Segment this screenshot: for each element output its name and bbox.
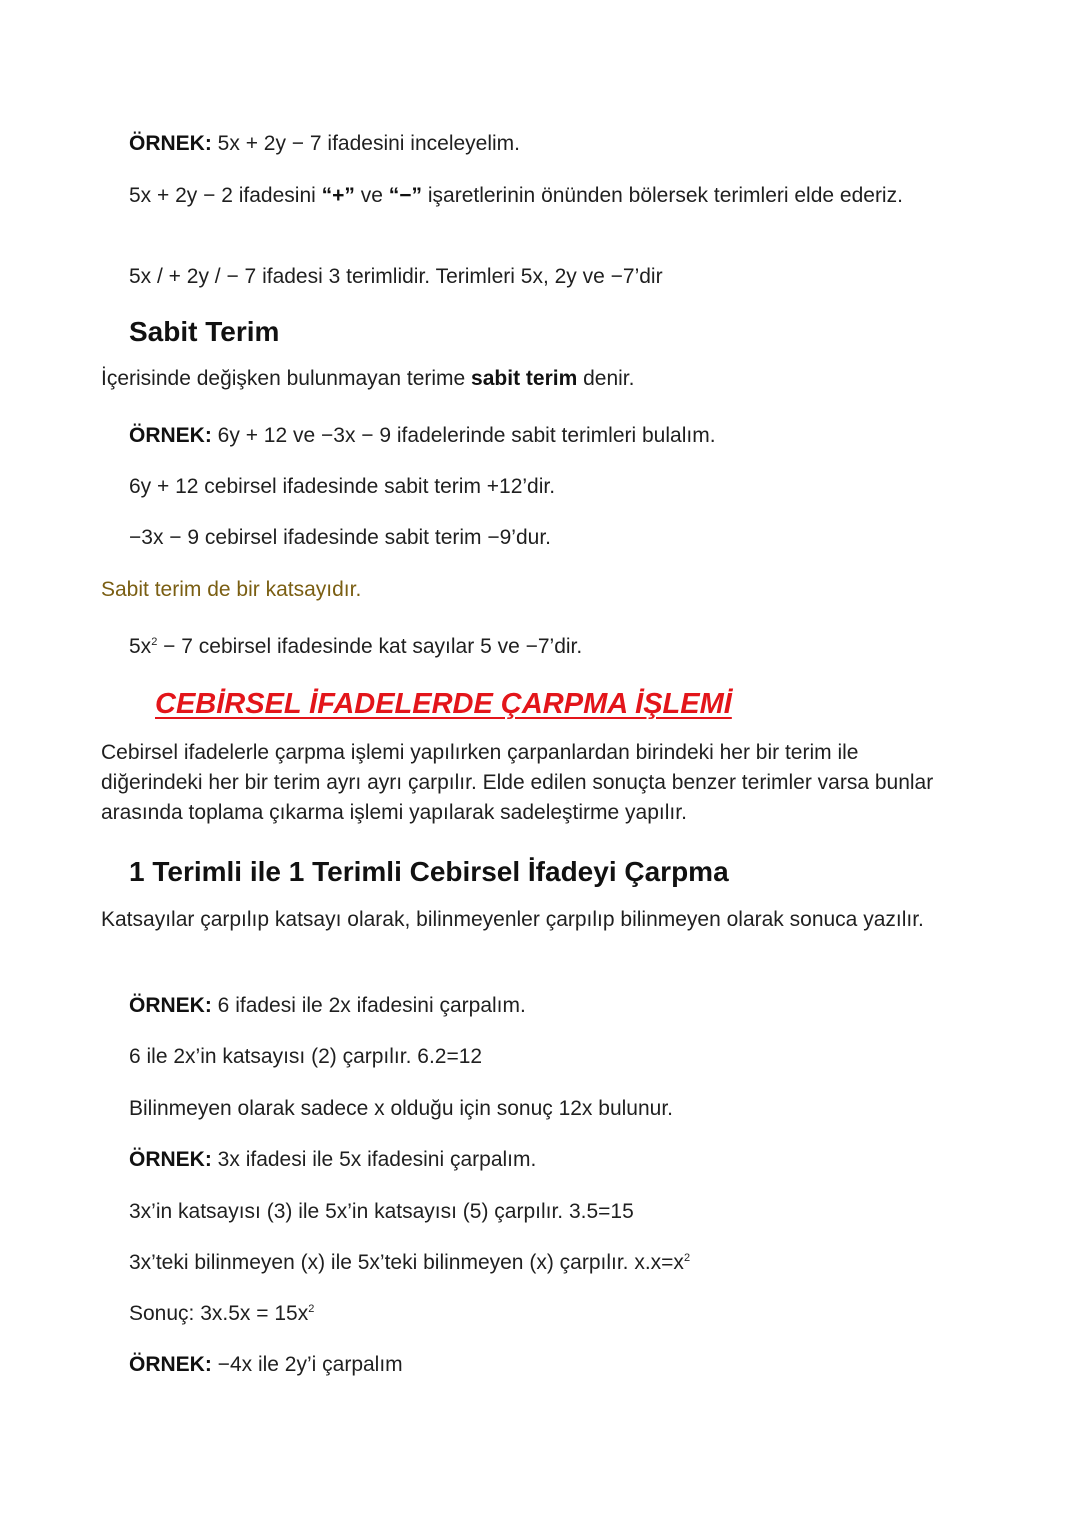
example-text: 6y + 12 ve −3x − 9 ifadelerinde sabit terimleri bulalım. <box>211 424 716 447</box>
example-line <box>129 1350 403 1380</box>
text: İçerisinde değişken bulunmayan terime <box>101 367 472 390</box>
section-heading-terimli: 1 Terimli ile 1 Terimli Cebirsel İfadeyi Çarpma <box>129 856 729 887</box>
example-text: 5x + 2y − 7 ifadesini inceleyelim. <box>211 132 521 155</box>
main-heading-carpma: CEBİRSEL İFADELERDE ÇARPMA İŞLEMİ <box>155 688 732 720</box>
text: − 7 cebirsel ifadesinde kat sayılar 5 ve −7’dir. <box>157 635 583 658</box>
superscript: 2 <box>308 1303 315 1315</box>
text: ve <box>354 184 389 207</box>
text: 3x’teki bilinmeyen (x) ile 5x’teki bilinmeyen (x) çarpılır. x.x=x <box>129 1251 684 1274</box>
example-line <box>129 129 520 159</box>
example-label: ÖRNEK: <box>129 994 212 1017</box>
paragraph <box>129 632 582 662</box>
example-label: ÖRNEK: <box>129 424 212 447</box>
text: 5x <box>129 635 152 658</box>
superscript: 2 <box>683 1252 691 1264</box>
example-text: 3x ifadesi ile 5x ifadesini çarpalım. <box>211 1148 537 1171</box>
paragraph: 5x / + 2y / − 7 ifadesi 3 terimlidir. Terimleri 5x, 2y ve −7’dir <box>129 265 663 288</box>
text: Sonuç: 3x.5x = 15x <box>129 1302 309 1325</box>
plus-sign: “+” <box>321 184 355 207</box>
example-text: 6 ifadesi ile 2x ifadesini çarpalım. <box>211 994 526 1017</box>
result-line <box>129 1299 314 1329</box>
paragraph: Bilinmeyen olarak sadece x olduğu için sonuç 12x bulunur. <box>129 1097 674 1120</box>
paragraph <box>129 1248 690 1278</box>
example-label: ÖRNEK: <box>129 1353 212 1376</box>
paragraph: 6 ile 2x’in katsayısı (2) çarpılır. 6.2=12 <box>129 1045 483 1068</box>
example-label: ÖRNEK: <box>129 1148 212 1171</box>
example-line <box>129 991 526 1021</box>
text: denir. <box>577 367 635 390</box>
example-label: ÖRNEK: <box>129 132 212 155</box>
paragraph <box>129 181 929 211</box>
definition <box>101 364 634 394</box>
section-heading-sabit-terim: Sabit Terim <box>129 316 280 347</box>
paragraph: 6y + 12 cebirsel ifadesinde sabit terim +12’dir. <box>129 475 556 498</box>
example-line <box>129 1145 536 1175</box>
text: 5x + 2y − 2 ifadesini <box>129 184 322 207</box>
note: Sabit terim de bir katsayıdır. <box>101 578 362 601</box>
paragraph: −3x − 9 cebirsel ifadesinde sabit terim −9’dur. <box>129 526 551 549</box>
superscript: 2 <box>151 636 158 648</box>
example-text: −4x ile 2y’i çarpalım <box>211 1353 403 1376</box>
term-bold: sabit terim <box>471 367 578 390</box>
example-line <box>129 421 716 451</box>
paragraph: Katsayılar çarpılıp katsayı olarak, bilinmeyenler çarpılıp bilinmeyen olarak sonuca yazılır. <box>101 908 924 931</box>
minus-sign: “−” <box>388 184 423 207</box>
text: işaretlerinin önünden bölersek terimleri elde ederiz. <box>422 184 903 207</box>
paragraph: Cebirsel ifadelerle çarpma işlemi yapılırken çarpanlardan birindeki her bir terim ile diğerindeki her bir terim ayrı ayrı çarpılır. Elde edilen sonuçta benzer terimler varsa bunlar arasında toplama çıkarma işlemi yapılarak sadeleştirme yapılır. <box>101 741 934 824</box>
paragraph: 3x’in katsayısı (3) ile 5x’in katsayısı (5) çarpılır. 3.5=15 <box>129 1200 634 1223</box>
